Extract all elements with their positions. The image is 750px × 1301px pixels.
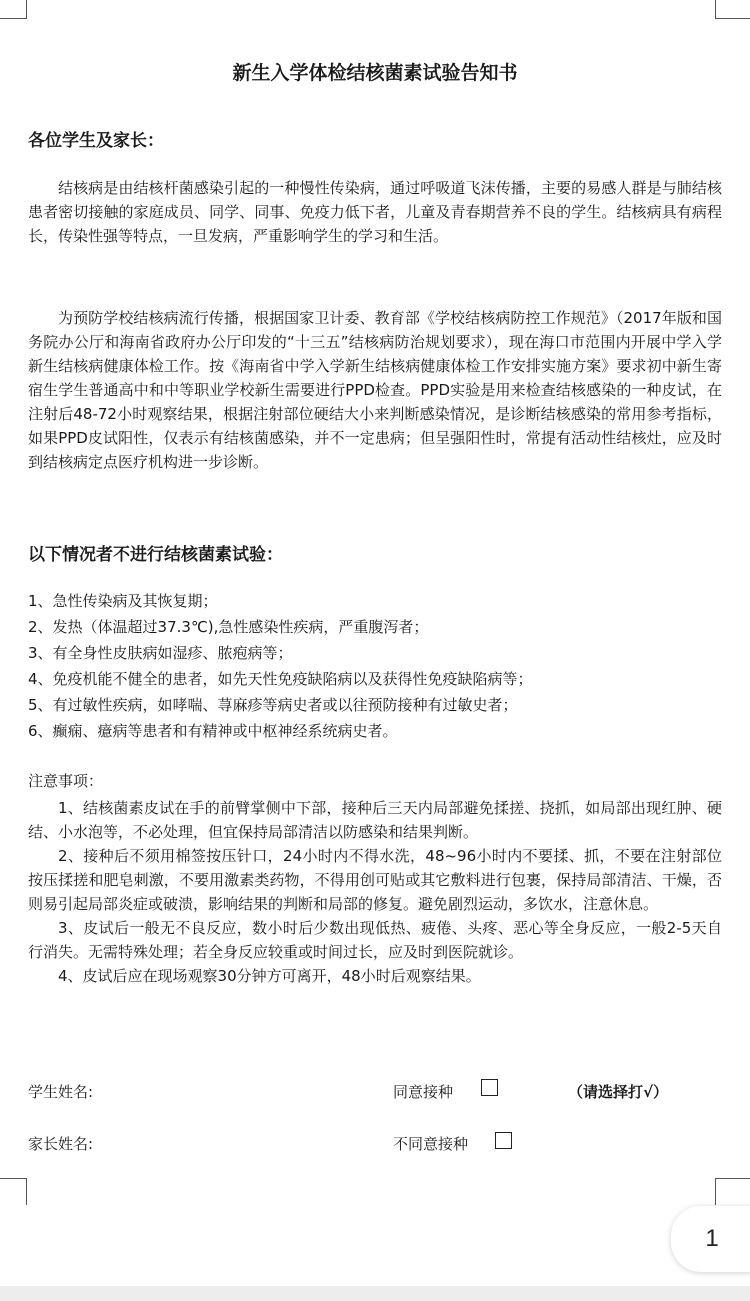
intro-paragraph: 结核病是由结核杆菌感染引起的一种慢性传染病，通过呼吸道飞沫传播，主要的易感人群是与肺结核患者密切接触的家庭成员、同学、同事、免疫力低下者，儿童及青春期营养不良的学生。结核病具有病程长，传染性强等特点，一旦发病，严重影响学生的学习和生活。 [28, 179, 722, 245]
note-item: 1、结核菌素皮试在手的前臂掌侧中下部，接种后三天内局部避免揉搓、挠抓，如局部出现红肿、硬结、小水泡等，不必处理，但宜保持局部清洁以防感染和结果判断。 [28, 799, 722, 841]
crop-mark-bottom-left [0, 1178, 27, 1205]
disagree-label: 不同意接种 [393, 1135, 469, 1153]
agree-checkbox[interactable] [481, 1079, 498, 1096]
greeting: 各位学生及家长： [28, 131, 164, 151]
exclusion-list [28, 588, 728, 744]
list-item: 3、有全身性皮肤病如湿疹、脓疱病等； [28, 644, 293, 662]
agree-label: 同意接种 [393, 1083, 454, 1101]
list-item: 4、免疫机能不健全的患者，如先天性免疫缺陷病以及获得性免疫缺陷病等； [28, 670, 533, 688]
notes-heading: 注意事项： [28, 772, 104, 790]
student-name-label: 学生姓名: [28, 1083, 94, 1101]
list-item: 5、有过敏性疾病，如哮喘、荨麻疹等病史者或以往预防接种有过敏史者； [28, 696, 518, 714]
note-item: 3、皮试后一般无不良反应，数小时后少数出现低热、疲倦、头疼、恶心等全身反应，一般2-5天自行消失。无需特殊处理；若全身反应较重或时间过长，应及时到医院就诊。 [28, 919, 722, 961]
bottom-bar [0, 1286, 750, 1301]
crop-mark-top-right [715, 0, 750, 19]
note-item: 2、接种后不须用棉签按压针口，24小时内不得水洗，48~96小时内不要揉、抓，不要在注射部位按压揉搓和肥皂刺激，不要用激素类药物，不得用创可贴或其它敷料进行包裹，保持局部清洁、干燥，否则易引起局部炎症或破溃，影响结果的判断和局部的修复。避免剧烈运动，多饮水，注意休息。 [28, 847, 722, 913]
page-number: 1 [705, 1225, 719, 1252]
crop-mark-top-left [0, 0, 27, 19]
parent-name-label: 家长姓名: [28, 1135, 94, 1153]
list-item: 2、发热（体温超过37.3℃),急性感染性疾病，严重腹泻者； [28, 618, 429, 636]
page-number-indicator[interactable] [671, 1206, 750, 1272]
exclusion-heading: 以下情况者不进行结核菌素试验： [28, 545, 283, 565]
background-paragraph: 为预防学校结核病流行传播，根据国家卫计委、教育部《学校结核病防控工作规范》（2017年版和国务院办公厅和海南省政府办公厅印发的“十三五”结核病防治规划要求），现在海口市范围内开展中学入学新生结核病健康体检工作。按《海南省中学入学新生结核病健康体检工作安排实施方案》要求初中新生寄宿生学生普通高中和中等职业学校新生需要进行PPD检查。PPD实验是用来检查结核感染的一种皮试，在注射后48-72小时观察结果，根据注射部位硬结大小来判断感染情况，是诊断结核感染的常用参考指标，如果PPD皮试阳性，仅表示有结核菌感染，并不一定患病；但呈强阳性时，常提有活动性结核灶，应及时到结核病定点医疗机构进一步诊断。 [28, 309, 722, 471]
list-item: 1、急性传染病及其恢复期； [28, 592, 218, 610]
list-item: 6、癫痫、癔病等患者和有精神或中枢神经系统病史者。 [28, 722, 398, 740]
crop-mark-bottom-right [715, 1178, 750, 1205]
notes-section [28, 796, 722, 988]
selection-hint: （请选择打√） [568, 1083, 669, 1101]
disagree-checkbox[interactable] [495, 1132, 512, 1149]
note-item: 4、皮试后应在现场观察30分钟方可离开，48小时后观察结果。 [58, 967, 481, 985]
document-title: 新生入学体检结核菌素试验告知书 [232, 62, 518, 84]
